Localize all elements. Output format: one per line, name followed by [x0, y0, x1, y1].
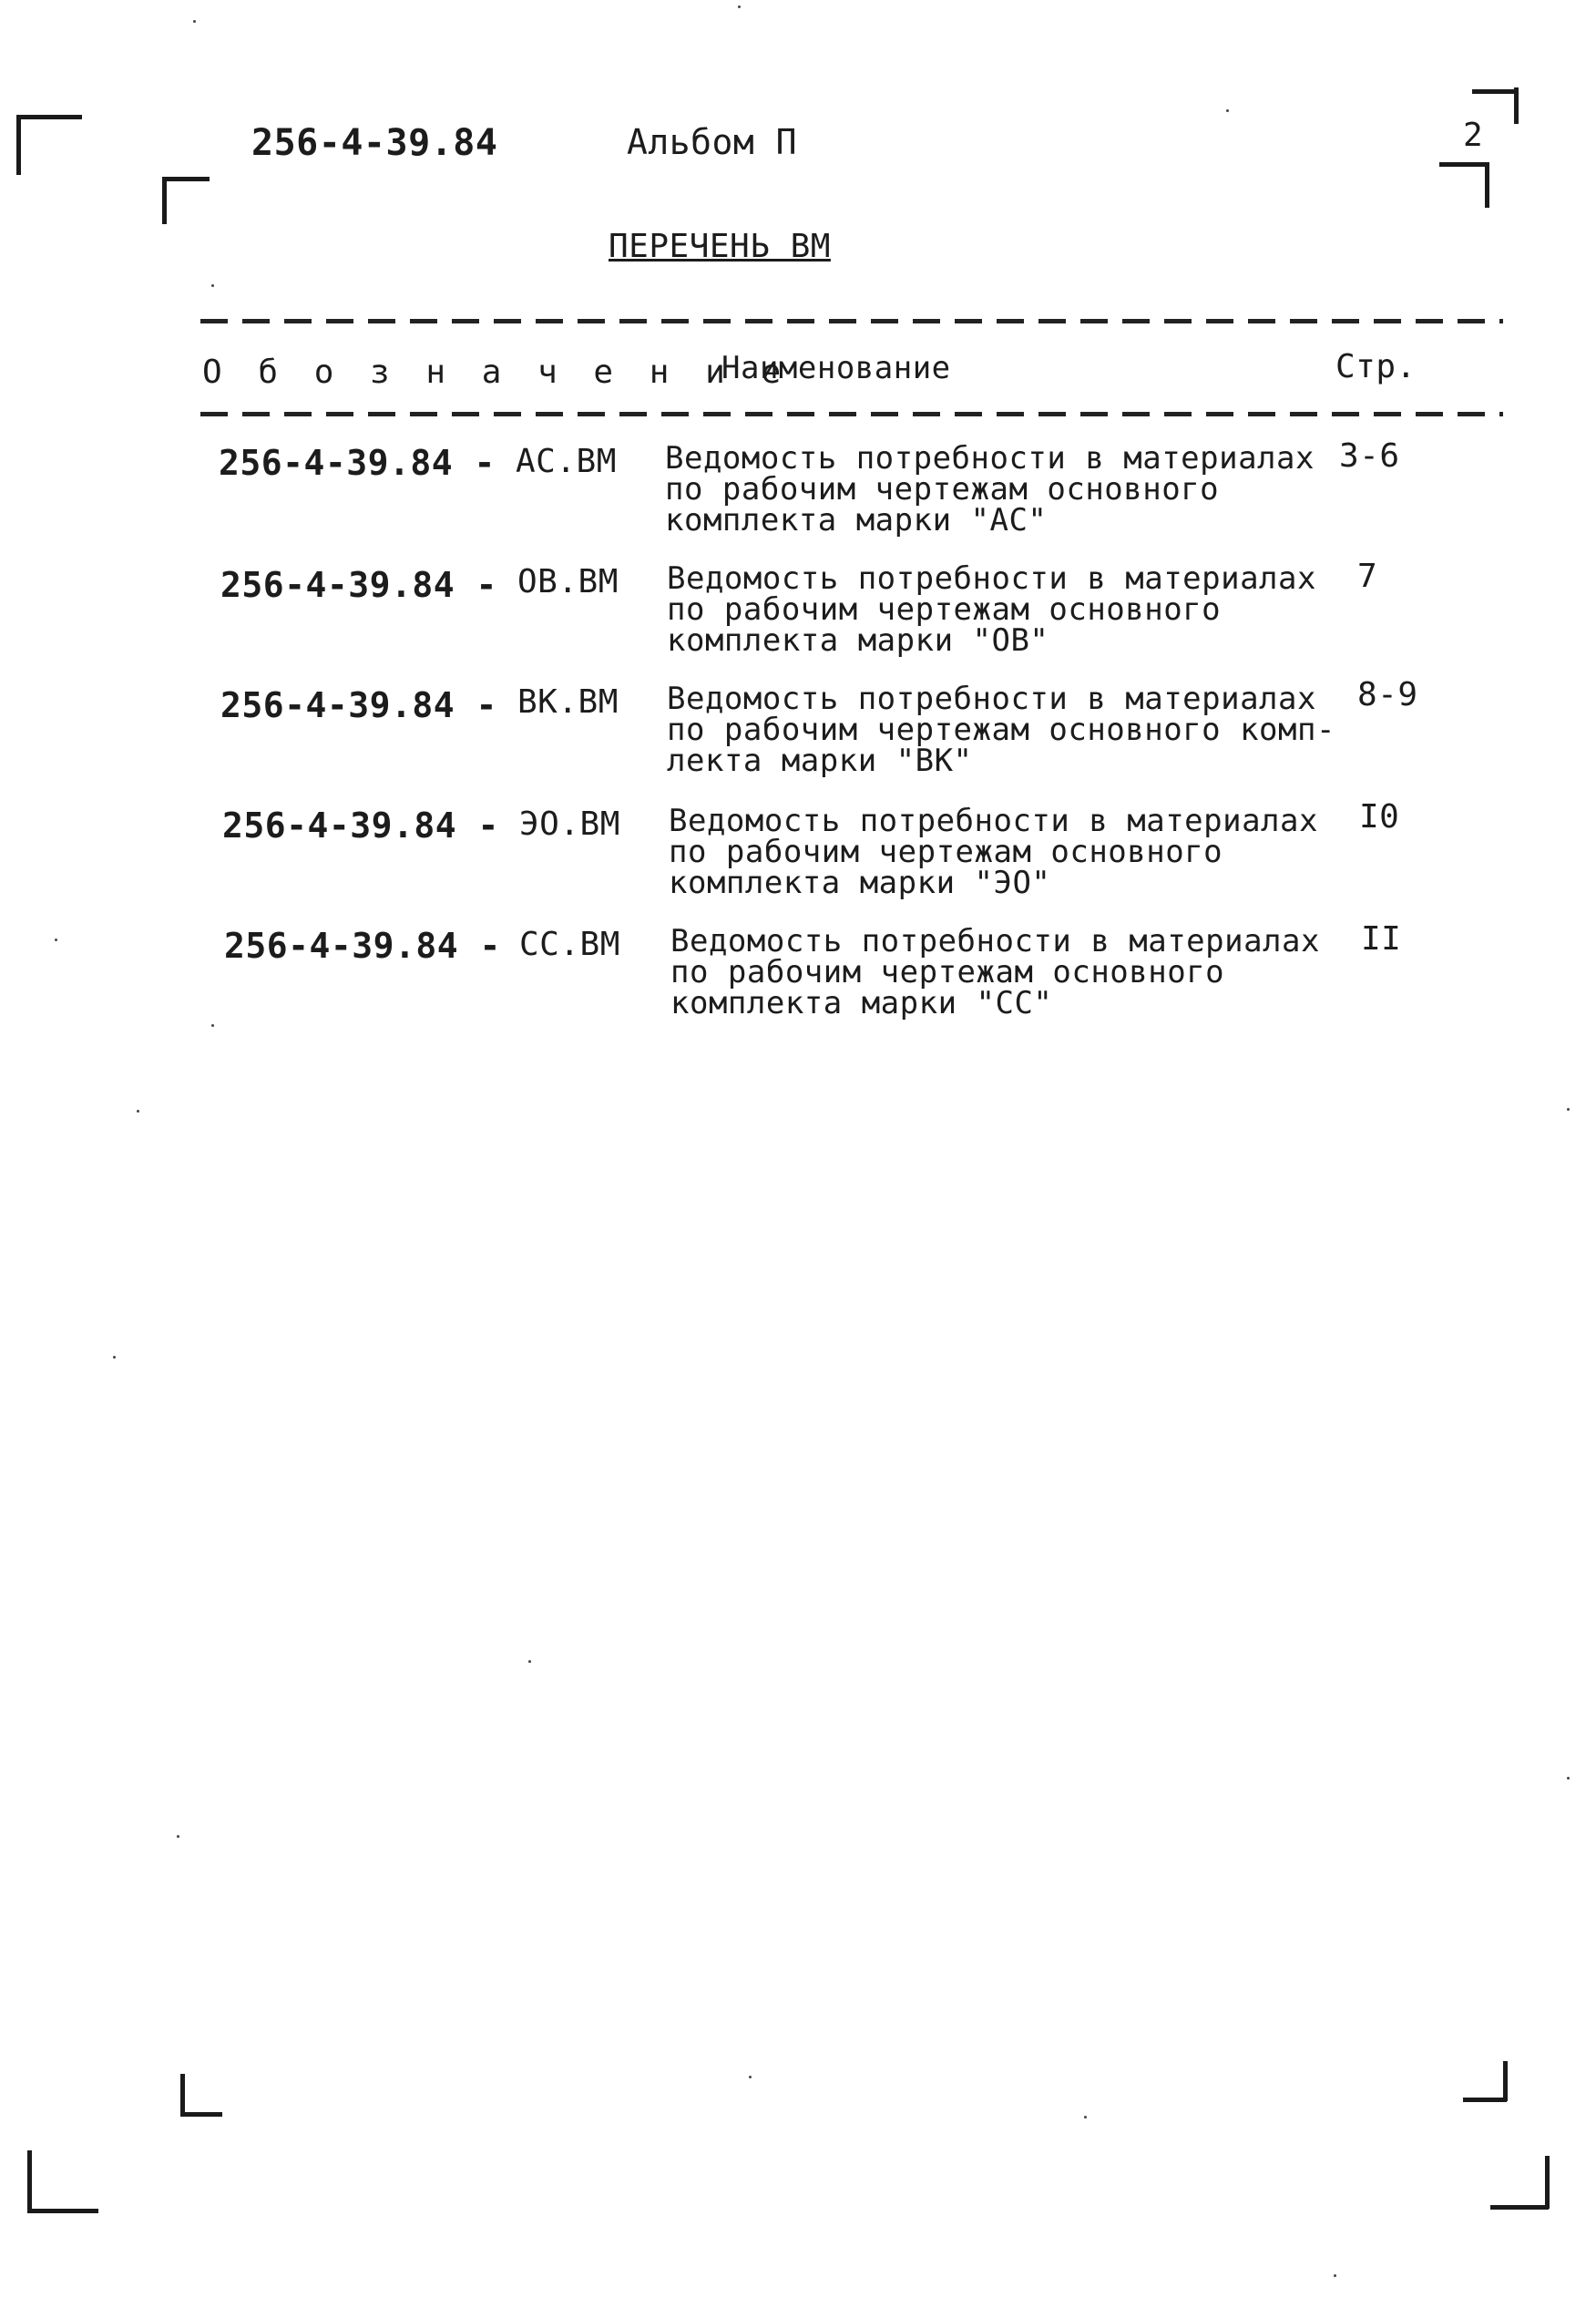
- table-top-rule: [200, 319, 1503, 323]
- corner-mark-bottom-left-inner: [180, 2112, 222, 2117]
- row-code: 256-4-39.84 -: [219, 443, 496, 483]
- row-name-line: комплекта марки "АС": [665, 502, 1048, 539]
- row-name-line: Ведомость потребности в материалах: [665, 440, 1315, 477]
- row-page: 8-9: [1357, 676, 1418, 713]
- row-mark: ВК.ВМ: [517, 683, 619, 721]
- corner-mark-bottom-left-inner: [180, 2074, 185, 2116]
- scan-speck: [193, 20, 196, 23]
- document-code: 256-4-39.84: [251, 122, 498, 164]
- scan-speck: [211, 1024, 214, 1027]
- scan-speck: [1334, 2274, 1336, 2277]
- row-name-line: по рабочим чертежам основного: [670, 954, 1225, 990]
- scan-speck: [1226, 109, 1229, 112]
- corner-mark-bottom-right: [1490, 2205, 1549, 2210]
- scan-speck: [211, 284, 214, 287]
- row-page: II: [1361, 920, 1402, 958]
- row-name-line: по рабочим чертежам основного: [669, 834, 1223, 870]
- scan-speck: [738, 5, 741, 8]
- corner-mark-bottom-right-inner: [1503, 2061, 1508, 2101]
- corner-mark-top-left-inner: [162, 177, 210, 181]
- scan-speck: [55, 939, 57, 941]
- row-mark: СС.ВМ: [519, 926, 620, 963]
- row-name-line: комплекта марки "ЭО": [669, 865, 1051, 901]
- row-name-line: по рабочим чертежам основного: [667, 591, 1222, 628]
- row-name-line: Ведомость потребности в материалах: [667, 560, 1316, 597]
- scan-speck: [177, 1835, 179, 1838]
- row-name-line: по рабочим чертежам основного: [665, 471, 1220, 508]
- row-name-line: по рабочим чертежам основного комп-: [667, 712, 1335, 748]
- table-header-rule: [200, 412, 1503, 416]
- corner-mark-top-left-inner: [162, 177, 167, 224]
- row-mark: ЭО.ВМ: [519, 805, 620, 843]
- row-name-line: комплекта марки "СС": [670, 985, 1053, 1021]
- row-code: 256-4-39.84 -: [220, 565, 497, 605]
- corner-mark-top-left: [16, 115, 21, 175]
- scan-speck: [1084, 2116, 1087, 2118]
- scan-speck: [528, 1660, 531, 1663]
- row-mark: ОВ.ВМ: [517, 563, 619, 600]
- corner-mark-bottom-right: [1545, 2156, 1550, 2209]
- row-name-line: Ведомость потребности в материалах: [670, 923, 1320, 959]
- scan-speck: [113, 1356, 116, 1359]
- row-code: 256-4-39.84 -: [224, 926, 501, 966]
- corner-mark-bottom-left: [27, 2150, 32, 2212]
- row-name-line: Ведомость потребности в материалах: [667, 681, 1316, 717]
- row-code: 256-4-39.84 -: [220, 685, 497, 725]
- row-mark: АС.ВМ: [516, 443, 617, 480]
- album-label: Альбом П: [627, 122, 798, 162]
- row-page: 7: [1357, 558, 1378, 595]
- page-title: ПЕРЕЧЕНЬ ВМ: [609, 228, 831, 265]
- scan-speck: [1567, 1777, 1570, 1780]
- row-code: 256-4-39.84 -: [222, 805, 499, 846]
- row-name-line: лекта марки "ВК": [667, 743, 973, 779]
- corner-mark-top-right: [1472, 89, 1518, 94]
- row-name-line: комплекта марки "ОВ": [667, 622, 1049, 659]
- column-header-name: Наименование: [721, 350, 951, 386]
- scan-speck: [749, 2076, 752, 2078]
- corner-mark-top-left: [16, 115, 82, 119]
- corner-mark-top-right-inner: [1439, 162, 1489, 167]
- column-header-page: Стр.: [1335, 348, 1417, 385]
- scan-speck: [1567, 1108, 1570, 1111]
- column-header-designation: О б о з н а ч е н и е: [202, 354, 790, 391]
- row-page: I0: [1359, 798, 1400, 836]
- row-name-line: Ведомость потребности в материалах: [669, 803, 1318, 839]
- scan-speck: [137, 1110, 139, 1113]
- corner-mark-top-right-inner: [1485, 162, 1489, 208]
- row-page: 3-6: [1339, 437, 1400, 475]
- corner-mark-bottom-left: [27, 2209, 98, 2213]
- page-number: 2: [1463, 117, 1484, 154]
- corner-mark-bottom-right-inner: [1463, 2098, 1507, 2102]
